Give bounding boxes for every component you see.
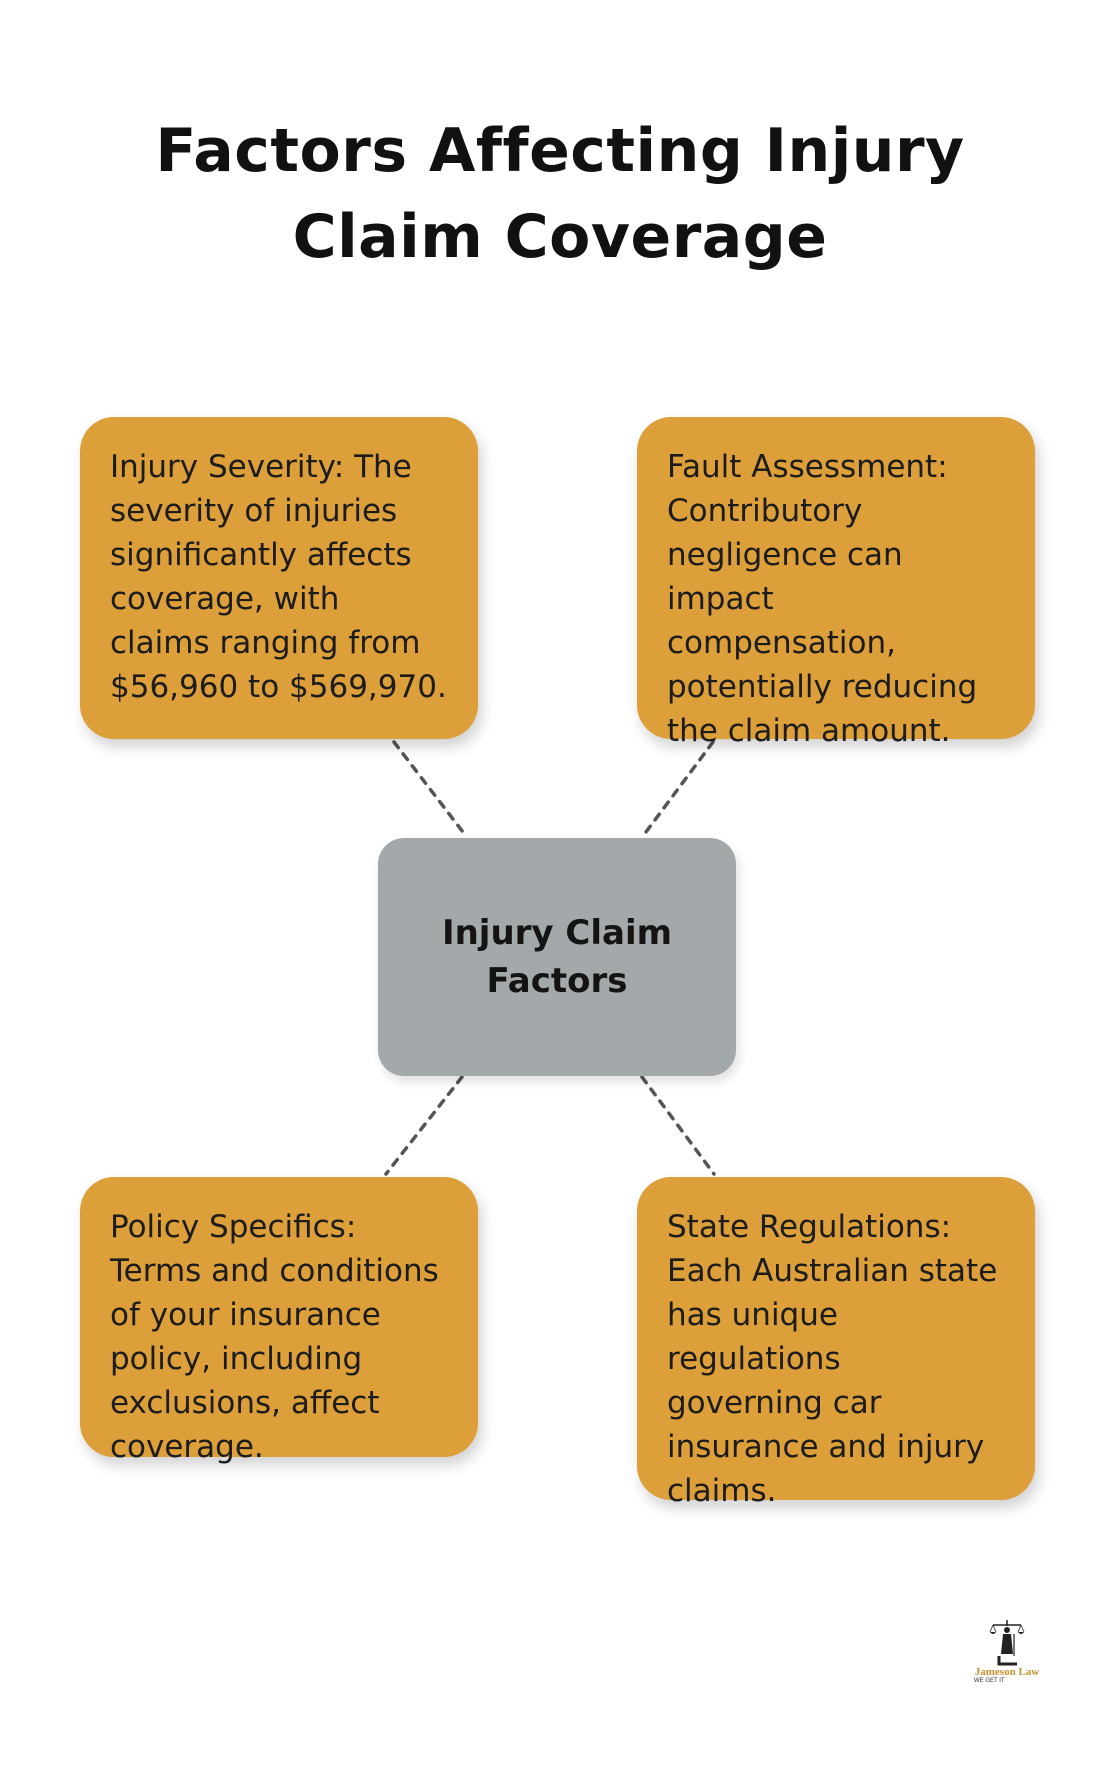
factor-card-fault-assessment: Fault Assessment: Contributory negligence can impact compensation, potentially reducing the claim amount. [637, 417, 1035, 739]
factor-card-policy-specifics: Policy Specifics: Terms and conditions of your insurance policy, including exclusions, affect coverage. [80, 1177, 478, 1457]
lady-justice-icon [987, 1616, 1027, 1666]
connector-state-regulations [642, 1077, 714, 1174]
connector-injury-severity [394, 742, 466, 836]
page-title: Factors Affecting Injury Claim Coverage [155, 116, 965, 272]
factor-card-injury-severity: Injury Severity: The severity of injuries significantly affects coverage, with claims ranging from $56,960 to $569,970. [80, 417, 478, 739]
central-node-label: Injury Claim Factors [441, 913, 673, 1001]
connector-policy-specifics [386, 1077, 462, 1174]
logo-tagline: WE GET IT [974, 1678, 1005, 1684]
factor-card-state-regulations: State Regulations: Each Australian state has unique regulations governing car insurance and injury claims. [637, 1177, 1035, 1500]
company-logo [966, 1616, 1048, 1696]
logo-name: Jameson Law [974, 1666, 1040, 1678]
central-node [378, 838, 736, 1076]
connector-fault-assessment [643, 742, 713, 836]
